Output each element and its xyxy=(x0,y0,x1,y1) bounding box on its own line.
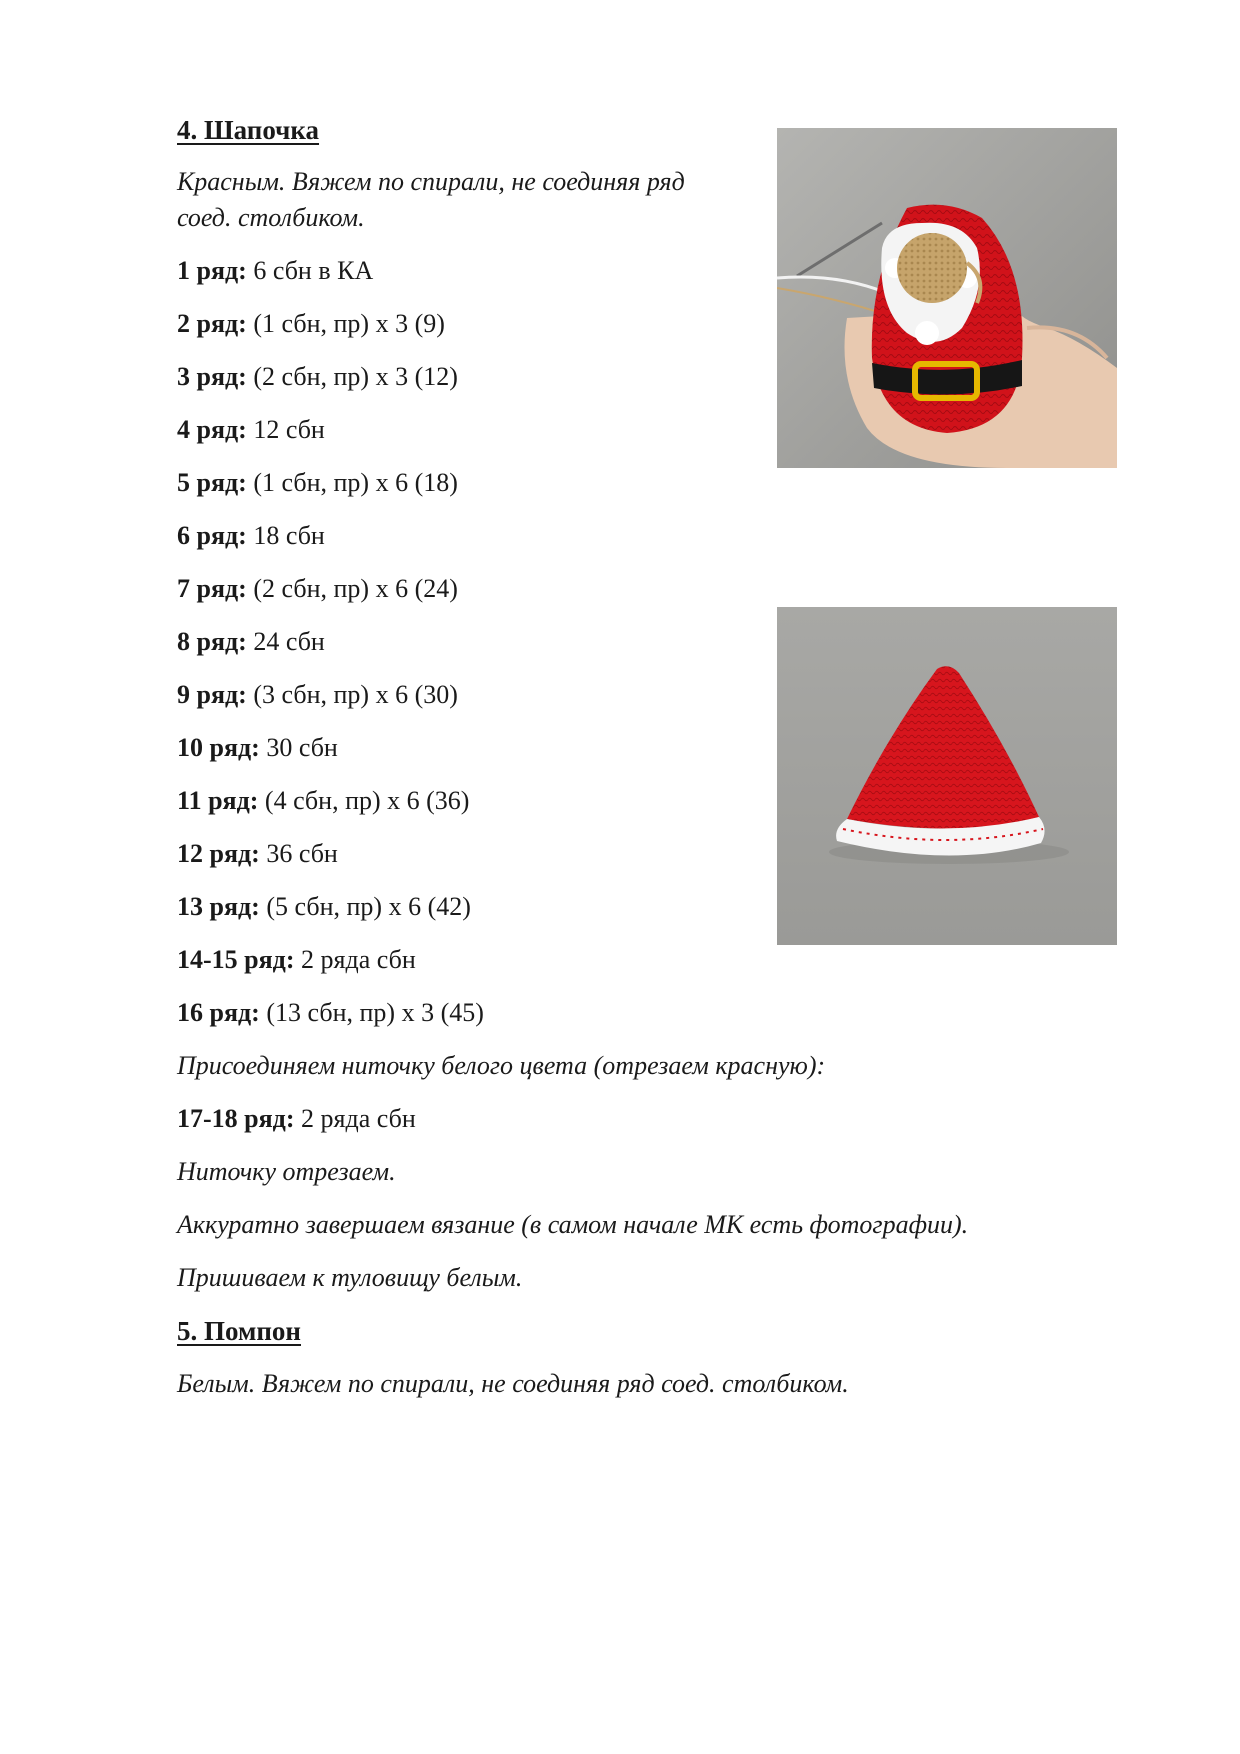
row-label: 6 ряд: xyxy=(177,521,247,550)
note-white-yarn: Присоединяем ниточку белого цвета (отрезаем красную): xyxy=(177,1051,826,1080)
row-text: (3 сбн, пр) х 6 (30) xyxy=(246,680,458,709)
row-label: 3 ряд: xyxy=(177,362,247,391)
row-text: (2 сбн, пр) х 6 (24) xyxy=(246,574,458,603)
section-4-intro: Красным. Вяжем по спирали, не соединяя ряд соед. столбиком. xyxy=(177,167,685,232)
row-label: 10 ряд: xyxy=(177,733,260,762)
row-label: 4 ряд: xyxy=(177,415,247,444)
row-instruction xyxy=(177,518,1077,571)
row-text: 6 сбн в КА xyxy=(246,256,374,285)
row-label: 17-18 ряд: xyxy=(177,1104,295,1133)
row-text: (1 сбн, пр) х 3 (9) xyxy=(246,309,445,338)
section-5-title: 5. Помпон xyxy=(177,1316,301,1346)
cut-yarn-note: Ниточку отрезаем. xyxy=(177,1157,396,1186)
row-instruction xyxy=(177,465,1077,518)
row-text: (13 сбн, пр) х 3 (45) xyxy=(259,998,484,1027)
row-label: 14-15 ряд: xyxy=(177,945,295,974)
row-label: 16 ряд: xyxy=(177,998,260,1027)
row-text: 24 сбн xyxy=(246,627,325,656)
row-label: 5 ряд: xyxy=(177,468,247,497)
row-label: 2 ряд: xyxy=(177,309,247,338)
row-label: 7 ряд: xyxy=(177,574,247,603)
row-label: 11 ряд: xyxy=(177,786,259,815)
row-text: (5 сбн, пр) х 6 (42) xyxy=(259,892,471,921)
row-text: (2 сбн, пр) х 3 (12) xyxy=(246,362,458,391)
row-label: 12 ряд: xyxy=(177,839,260,868)
row-label: 13 ряд: xyxy=(177,892,260,921)
row-text: 2 ряда сбн xyxy=(294,1104,416,1133)
row-text: 30 сбн xyxy=(259,733,338,762)
santa-body-photo xyxy=(777,128,1117,468)
finish-note: Аккуратно завершаем вязание (в самом начале МК есть фотографии). xyxy=(177,1210,969,1239)
santa-hat-photo xyxy=(777,607,1117,945)
row-text: (1 сбн, пр) х 6 (18) xyxy=(246,468,458,497)
row-instruction xyxy=(177,942,1077,995)
row-label: 8 ряд: xyxy=(177,627,247,656)
section-4-title: 4. Шапочка xyxy=(177,115,320,145)
row-text: 36 сбн xyxy=(259,839,338,868)
row-instruction xyxy=(177,995,1077,1048)
row-text: 2 ряда сбн xyxy=(294,945,416,974)
row-text: 12 сбн xyxy=(246,415,325,444)
row-label: 1 ряд: xyxy=(177,256,247,285)
sew-note: Пришиваем к туловищу белым. xyxy=(177,1263,523,1292)
row-text: (4 сбн, пр) х 6 (36) xyxy=(258,786,470,815)
row-label: 9 ряд: xyxy=(177,680,247,709)
row-instruction xyxy=(177,1101,1077,1154)
row-text: 18 сбн xyxy=(246,521,325,550)
section-5-intro: Белым. Вяжем по спирали, не соединяя ряд соед. столбиком. xyxy=(177,1369,849,1398)
